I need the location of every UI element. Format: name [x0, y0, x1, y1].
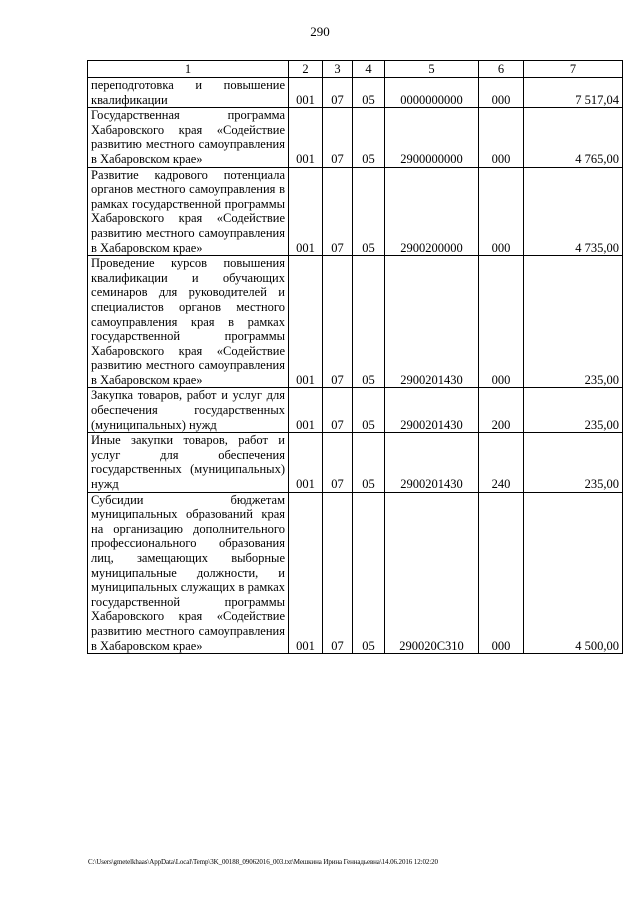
table-row	[88, 433, 623, 492]
table-row	[88, 388, 623, 433]
row-amount: 7 517,04	[524, 78, 623, 108]
table-row	[88, 167, 623, 256]
column-header-2: 2	[289, 61, 323, 78]
row-code-6: 000	[479, 108, 524, 167]
row-amount: 4 765,00	[524, 108, 623, 167]
row-code-5: 290020С310	[385, 492, 479, 654]
row-amount: 235,00	[524, 388, 623, 433]
column-header-6: 6	[479, 61, 524, 78]
row-name: Развитие кадрового потенциала органов местного самоуправления в рамках государственной программы Хабаровского края «Содействие развитию местного самоуправления в Хабаровском крае»	[88, 167, 289, 256]
row-code-2: 001	[289, 388, 323, 433]
row-code-4: 05	[353, 167, 385, 256]
row-code-3: 07	[323, 388, 353, 433]
row-code-4: 05	[353, 78, 385, 108]
row-name: переподготовка и повышение квалификации	[88, 78, 289, 108]
row-code-4: 05	[353, 108, 385, 167]
row-amount: 4 500,00	[524, 492, 623, 654]
row-code-3: 07	[323, 78, 353, 108]
row-code-3: 07	[323, 256, 353, 388]
row-code-6: 200	[479, 388, 524, 433]
table-row	[88, 492, 623, 654]
column-header-1: 1	[88, 61, 289, 78]
row-code-4: 05	[353, 256, 385, 388]
table-row	[88, 256, 623, 388]
row-amount: 4 735,00	[524, 167, 623, 256]
row-amount: 235,00	[524, 433, 623, 492]
row-code-6: 000	[479, 78, 524, 108]
row-code-4: 05	[353, 433, 385, 492]
table-row	[88, 78, 623, 108]
row-code-6: 000	[479, 492, 524, 654]
row-code-3: 07	[323, 167, 353, 256]
row-code-4: 05	[353, 388, 385, 433]
row-code-5: 2900000000	[385, 108, 479, 167]
column-header-7: 7	[524, 61, 623, 78]
row-code-2: 001	[289, 108, 323, 167]
budget-table	[87, 60, 623, 654]
row-code-5: 2900201430	[385, 433, 479, 492]
row-name: Государственная программа Хабаровского края «Содействие развитию местного самоуправления в Хабаровском крае»	[88, 108, 289, 167]
row-code-6: 000	[479, 256, 524, 388]
column-header-4: 4	[353, 61, 385, 78]
row-code-6: 240	[479, 433, 524, 492]
row-code-2: 001	[289, 433, 323, 492]
row-code-3: 07	[323, 492, 353, 654]
column-header-3: 3	[323, 61, 353, 78]
row-code-2: 001	[289, 256, 323, 388]
page-number: 290	[310, 24, 330, 39]
row-code-4: 05	[353, 492, 385, 654]
table-header-row	[88, 61, 623, 78]
column-header-5: 5	[385, 61, 479, 78]
row-code-5: 2900201430	[385, 388, 479, 433]
row-code-6: 000	[479, 167, 524, 256]
row-code-2: 001	[289, 167, 323, 256]
row-name: Проведение курсов повышения квалификации и обучающих семинаров для руководителей и специалистов органов местного самоуправления края в рамках государственной программы Хабаровского края «Содействие развитию местного самоуправления в Хабаровском крае»	[88, 256, 289, 388]
row-name: Закупка товаров, работ и услуг для обеспечения государственных (муниципальных) нужд	[88, 388, 289, 433]
row-code-2: 001	[289, 492, 323, 654]
row-code-5: 0000000000	[385, 78, 479, 108]
footer-file-path: C:\Users\gmetelkhaas\AppData\Local\Temp\3K_00188_09062016_003.txt\Мешкина Ирина Геннадьевна\14.06.2016 12:02:20	[88, 858, 438, 866]
row-name: Иные закупки товаров, работ и услуг для обеспечения государственных (муниципальных) нужд	[88, 433, 289, 492]
table-row	[88, 108, 623, 167]
row-amount: 235,00	[524, 256, 623, 388]
row-code-3: 07	[323, 108, 353, 167]
row-code-3: 07	[323, 433, 353, 492]
row-code-5: 2900201430	[385, 256, 479, 388]
row-code-2: 001	[289, 78, 323, 108]
row-name: Субсидии бюджетам муниципальных образований края на организацию дополнительного профессионального образования лиц, замещающих выборные муниципальные должности, и муниципальных служащих в рамках государственной программы Хабаровского края «Содействие развитию местного самоуправления в Хабаровском крае»	[88, 492, 289, 654]
row-code-5: 2900200000	[385, 167, 479, 256]
